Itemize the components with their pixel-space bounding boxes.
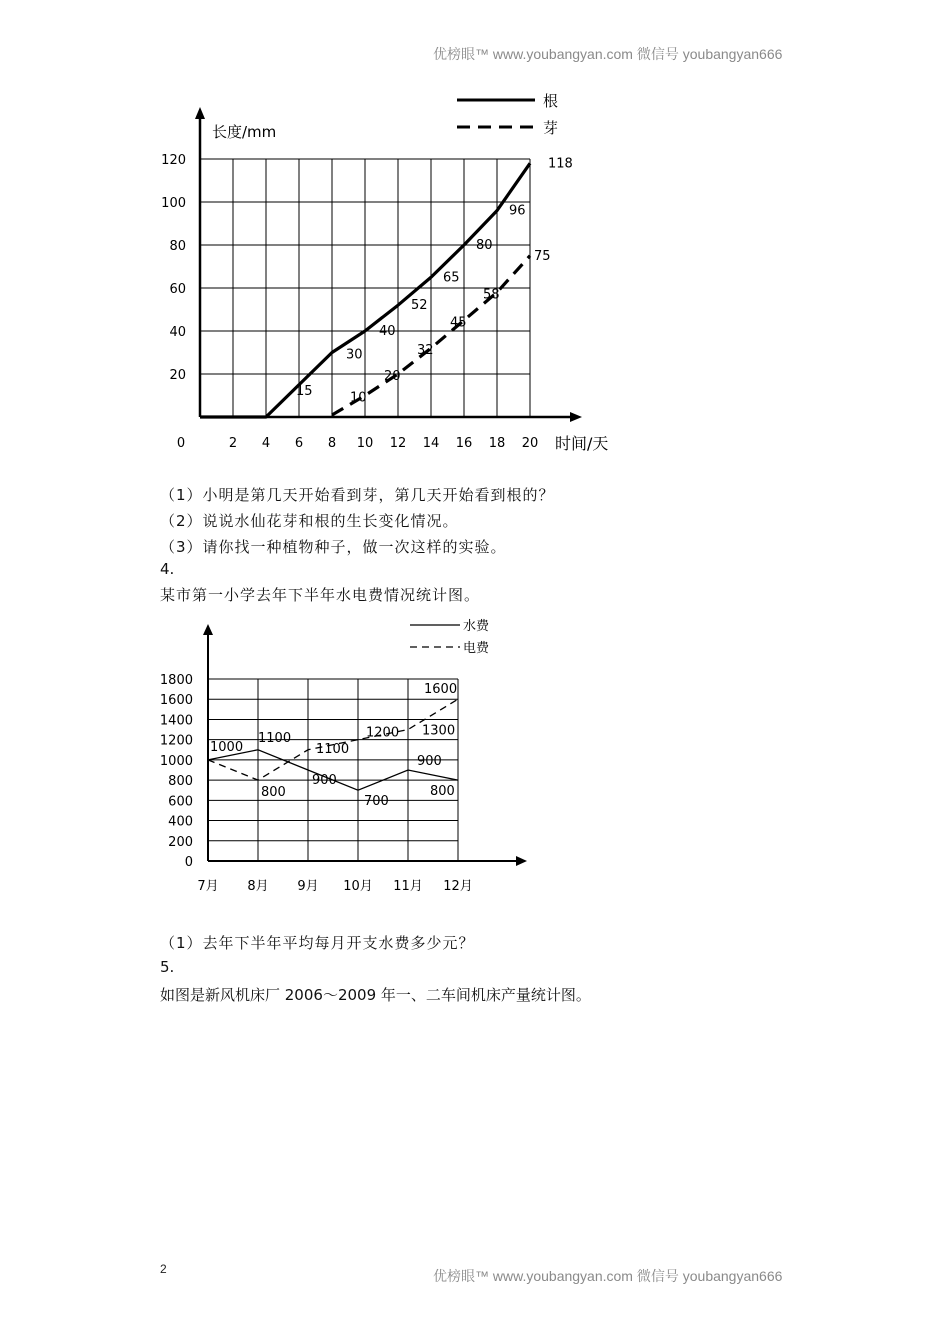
x-tick-label: 20 (521, 436, 539, 451)
utility-chart (155, 610, 545, 900)
x-tick-label: 16 (455, 436, 473, 451)
legend-electric-label: 电费 (463, 641, 490, 656)
y-tick-label: 600 (168, 794, 193, 810)
data-label-sprout: 75 (534, 248, 551, 264)
y-tick-label: 80 (169, 239, 186, 254)
problem-4-number: 4. (160, 560, 175, 578)
y-tick-label: 60 (169, 282, 186, 297)
y-tick-label: 40 (169, 325, 186, 340)
data-label-root: 15 (296, 383, 313, 399)
x-tick-label: 8 (327, 436, 337, 451)
x-tick-label: 10月 (343, 879, 373, 894)
data-label: 1300 (422, 723, 456, 739)
y-tick-label: 120 (161, 153, 186, 168)
y-tick-label: 100 (161, 196, 186, 211)
x-tick-label: 18 (488, 436, 506, 451)
x-tick-label: 8月 (247, 879, 269, 894)
y-tick-label: 0 (184, 855, 193, 870)
data-label-sprout: 20 (384, 369, 401, 384)
x-tick-label: 12 (389, 436, 407, 451)
data-label-root: 118 (548, 156, 573, 172)
x-tick-label: 10 (356, 436, 374, 451)
problem-5-number: 5. (160, 958, 175, 976)
data-label: 1000 (210, 739, 244, 755)
y-tick-label: 1600 (159, 693, 193, 709)
data-labels (210, 682, 457, 809)
x-tick-label: 2 (228, 436, 238, 451)
axes (203, 624, 527, 866)
data-label-root: 52 (411, 298, 428, 314)
question-4-1: （1）去年下半年平均每月开支水费多少元？ (160, 934, 475, 952)
data-label-sprout: 58 (483, 287, 500, 303)
data-label-root: 30 (346, 347, 363, 363)
y-axis-label: 长度/mm (212, 123, 277, 141)
data-label: 800 (261, 785, 286, 801)
data-label: 800 (430, 784, 455, 800)
y-tick-label: 1200 (159, 733, 193, 749)
legend-sprout-label: 芽 (543, 119, 559, 137)
data-label: 900 (312, 773, 337, 788)
data-labels (296, 156, 573, 405)
data-label-sprout: 45 (450, 315, 467, 331)
x-tick-label: 0 (176, 436, 186, 451)
legend-root-label: 根 (543, 92, 559, 110)
data-label-root: 80 (476, 238, 493, 253)
x-tick-label: 12月 (443, 879, 473, 894)
y-tick-label: 1000 (159, 753, 193, 769)
data-label: 1100 (258, 730, 292, 746)
x-tick-label: 14 (422, 436, 440, 451)
data-label-sprout: 32 (417, 343, 434, 359)
y-tick-label: 1400 (159, 713, 193, 729)
growth-chart (150, 85, 630, 465)
grid (200, 159, 530, 417)
question-3-1: （1）小明是第几天开始看到芽，第几天开始看到根的？ (160, 486, 555, 504)
legend-water-label: 水费 (463, 619, 490, 634)
x-tick-label: 7月 (197, 879, 219, 894)
question-3-3: （3）请你找一种植物种子，做一次这样的实验。 (160, 538, 507, 556)
problem-4-title: 某市第一小学去年下半年水电费情况统计图。 (160, 586, 481, 604)
y-tick-label: 200 (168, 834, 193, 850)
page-number: 2 (160, 1262, 167, 1276)
x-axis-label: 时间/天 (555, 434, 609, 453)
data-label: 1200 (366, 725, 400, 741)
x-tick-label: 4 (261, 436, 271, 451)
x-tick-labels (197, 879, 472, 894)
y-tick-label: 400 (168, 814, 193, 830)
grid (208, 679, 458, 861)
question-3-2: （2）说说水仙花芽和根的生长变化情况。 (160, 512, 459, 530)
x-tick-label: 11月 (393, 879, 423, 894)
data-label-root: 65 (443, 270, 460, 286)
problem-5-title: 如图是新风机床厂 2006～2009 年一、二车间机床产量统计图。 (160, 986, 591, 1004)
x-tick-label: 6 (294, 436, 304, 451)
y-tick-label: 800 (168, 774, 193, 790)
header-watermark: 优榜眼™ www.youbangyan.com 微信号 youbangyan666 (433, 46, 783, 62)
y-tick-label: 20 (169, 368, 186, 383)
footer-watermark: 优榜眼™ www.youbangyan.com 微信号 youbangyan666 (433, 1268, 783, 1284)
data-label: 1600 (424, 682, 458, 698)
data-label: 700 (364, 794, 389, 810)
data-label-root: 40 (379, 324, 396, 339)
x-tick-labels (177, 436, 538, 451)
y-tick-label: 1800 (159, 673, 193, 688)
y-tick-labels (161, 153, 186, 383)
data-label-root: 96 (509, 203, 526, 219)
x-tick-label: 9月 (297, 879, 319, 894)
data-label: 900 (417, 754, 442, 769)
data-label-sprout: 10 (350, 390, 367, 406)
data-label: 1100 (316, 741, 350, 757)
y-tick-labels (160, 673, 193, 870)
